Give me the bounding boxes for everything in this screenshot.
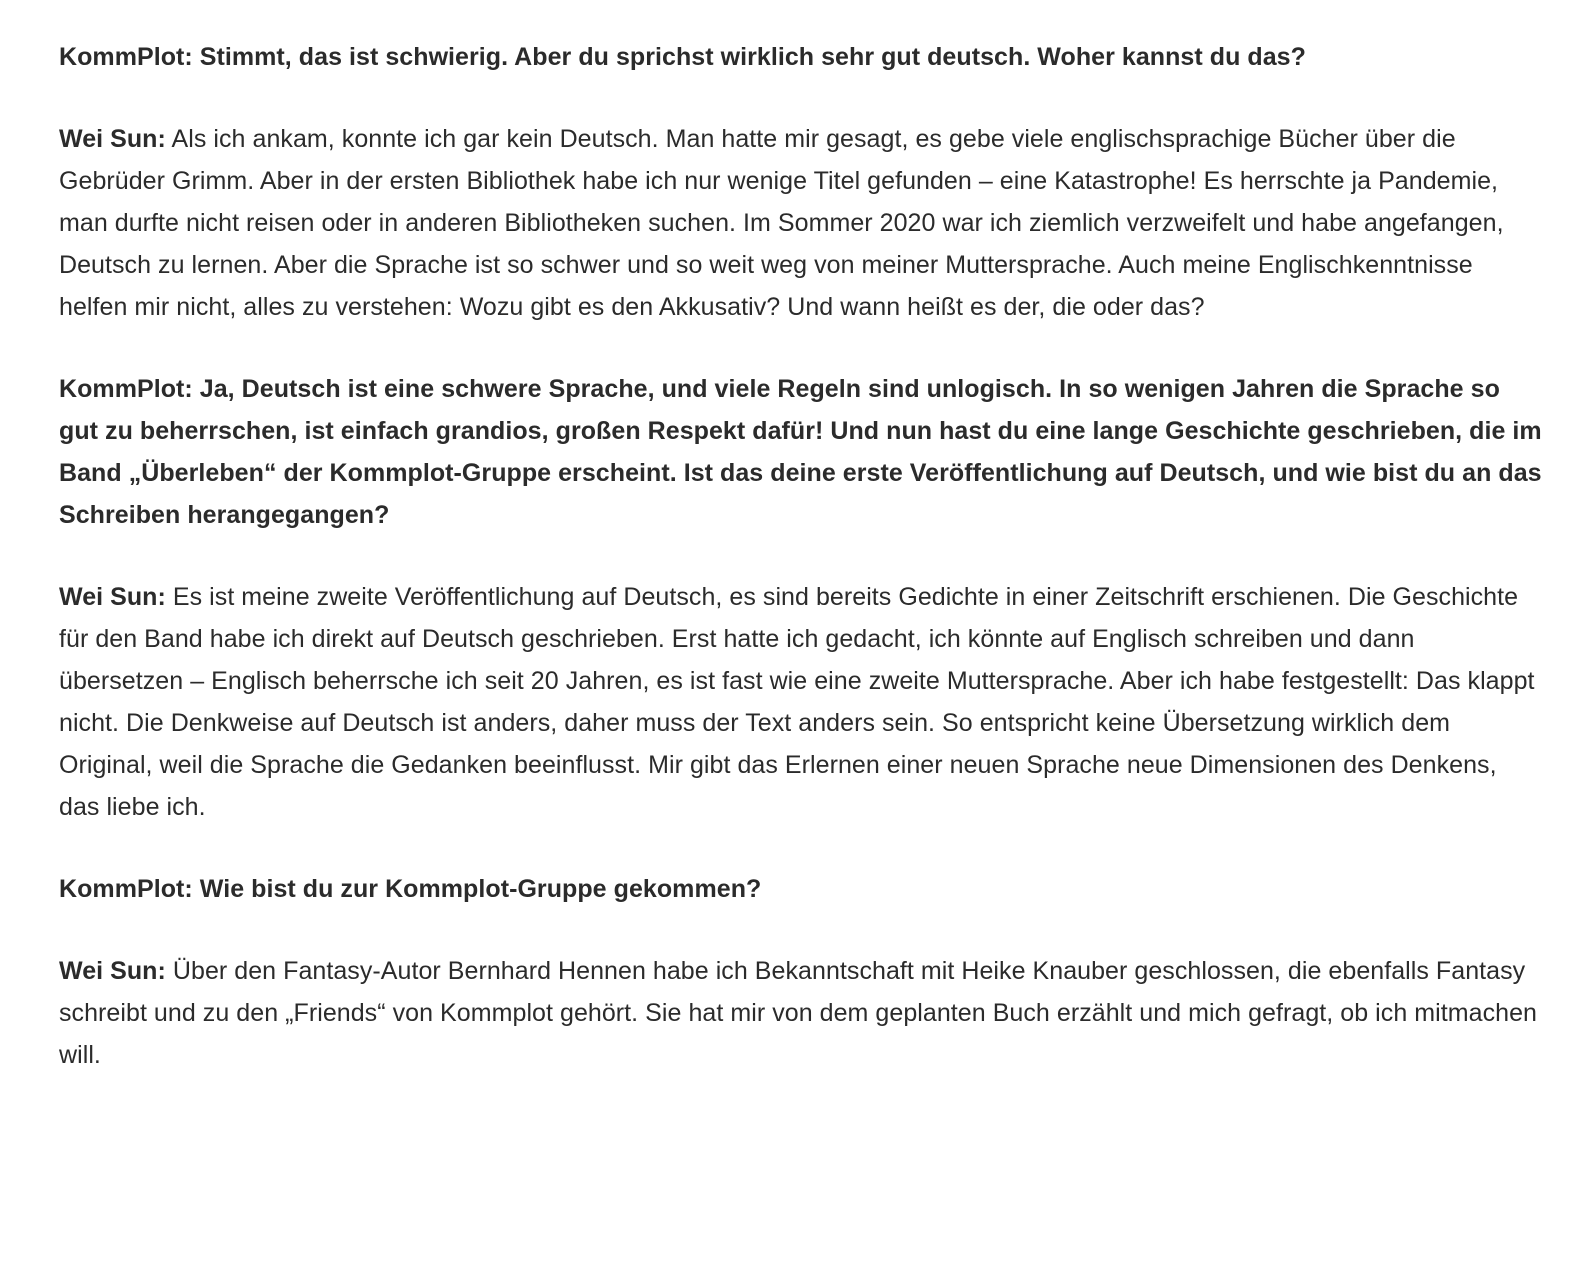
answer-text: Als ich ankam, konnte ich gar kein Deutsch. Man hatte mir gesagt, es gebe viele englischsprachige Bücher über die Gebrüder Grimm. Aber in der ersten Bibliothek habe ich nur wenige Titel gefunden – eine Katastrophe! Es herrschte ja Pandemie, man durfte nicht reisen oder in anderen Bibliotheken suchen. Im Sommer 2020 war ich ziemlich verzweifelt und habe angefangen, Deutsch zu lernen. Aber die Sprache ist so schwer und so weit weg von meiner Muttersprache. Auch meine Englischkenntnisse helfen mir nicht, alles zu verstehen: Wozu gibt es den Akkusativ? Und wann heißt es der, die oder das?	[59, 125, 1504, 321]
speaker-label: Wei Sun:	[59, 957, 166, 985]
interview-question: KommPlot: Wie bist du zur Kommplot-Gruppe gekommen?	[59, 875, 762, 903]
interview-answer	[59, 576, 1542, 828]
interview-answer	[59, 118, 1542, 328]
interview-question: KommPlot: Ja, Deutsch ist eine schwere Sprache, und viele Regeln sind unlogisch. In so wenigen Jahren die Sprache so gut zu beherrschen, ist einfach grandios, großen Respekt dafür! Und nun hast du eine lange Geschichte geschrieben, die im Band „Überleben“ der Kommplot-Gruppe erscheint. Ist das deine erste Veröffentlichung auf Deutsch, und wie bist du an das Schreiben herangegangen?	[59, 375, 1542, 529]
interview-answer	[59, 950, 1542, 1076]
answer-text: Es ist meine zweite Veröffentlichung auf Deutsch, es sind bereits Gedichte in einer Zeitschrift erschienen. Die Geschichte für den Band habe ich direkt auf Deutsch geschrieben. Erst hatte ich gedacht, ich könnte auf Englisch schreiben und dann übersetzen – Englisch beherrsche ich seit 20 Jahren, es ist fast wie eine zweite Muttersprache. Aber ich habe festgestellt: Das klappt nicht. Die Denkweise auf Deutsch ist anders, daher muss der Text anders sein. So entspricht keine Übersetzung wirklich dem Original, weil die Sprache die Gedanken beeinflusst. Mir gibt das Erlernen einer neuen Sprache neue Dimensionen des Denkens, das liebe ich.	[59, 583, 1535, 821]
answer-text: Über den Fantasy-Autor Bernhard Hennen habe ich Bekanntschaft mit Heike Knauber geschlossen, die ebenfalls Fantasy schreibt und zu den „Friends“ von Kommplot gehört. Sie hat mir von dem geplanten Buch erzählt und mich gefragt, ob ich mitmachen will.	[59, 957, 1537, 1069]
speaker-label: Wei Sun:	[59, 583, 166, 611]
interview-question: KommPlot: Stimmt, das ist schwierig. Aber du sprichst wirklich sehr gut deutsch. Woher kannst du das?	[59, 43, 1306, 71]
speaker-label: Wei Sun:	[59, 125, 166, 153]
